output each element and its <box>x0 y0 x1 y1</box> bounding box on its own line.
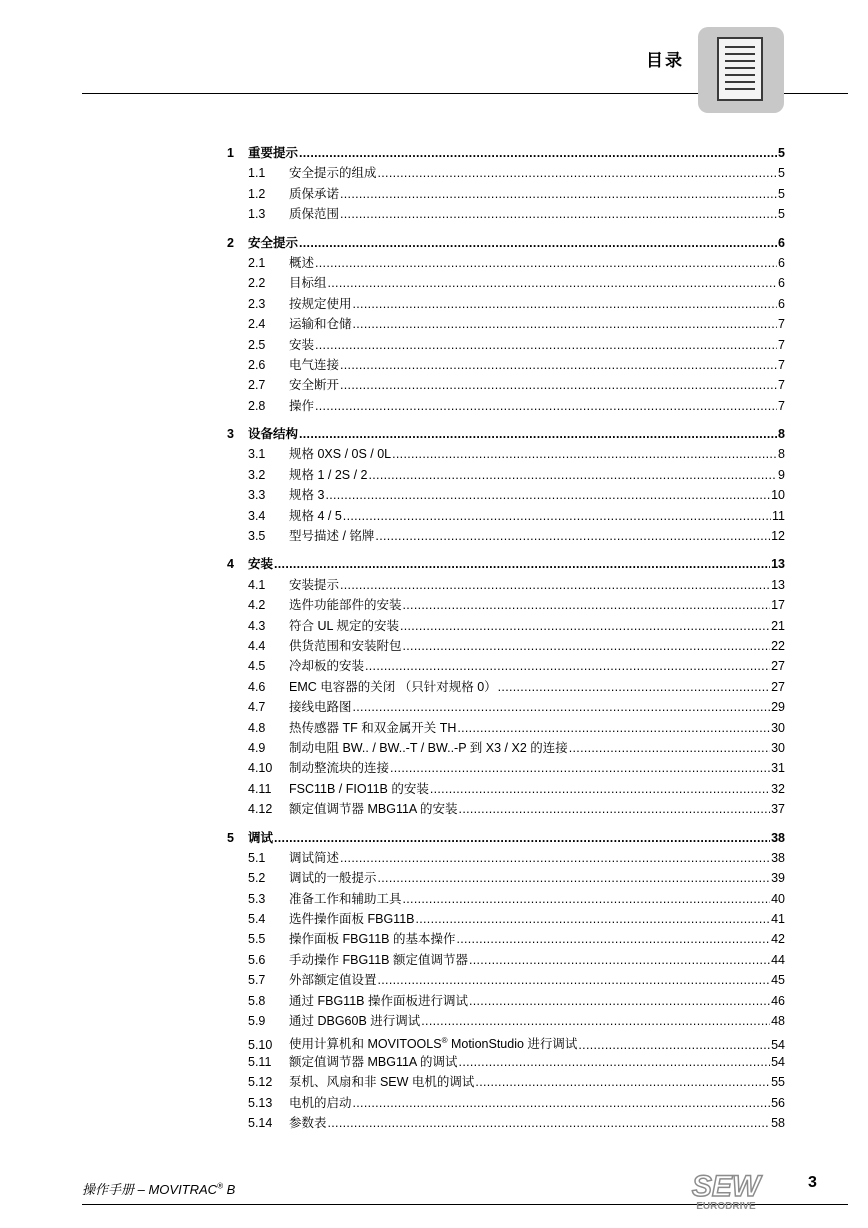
entry-number: 2.5 <box>248 337 266 352</box>
toc-sheet <box>717 37 763 101</box>
leader-dots <box>421 1011 770 1031</box>
leader-dots <box>353 697 771 717</box>
leader-dots <box>403 636 771 656</box>
entry-title: 设备结构 <box>248 427 299 442</box>
toc-entry[interactable] <box>227 595 785 615</box>
toc-entry[interactable] <box>227 1093 785 1113</box>
footer-doc-title: 操作手册 – MOVITRAC® B <box>82 1181 236 1197</box>
toc-entry[interactable] <box>227 1072 785 1092</box>
entry-page: 54 <box>771 1054 785 1069</box>
toc-entry[interactable] <box>227 799 785 819</box>
entry-number: 4.9 <box>248 740 266 755</box>
toc-entry[interactable] <box>227 273 785 293</box>
entry-title: 冷却板的安装 <box>289 659 365 674</box>
toc-entry[interactable] <box>227 253 785 273</box>
entry-page: 30 <box>771 740 785 755</box>
entry-number: 3 <box>227 427 234 442</box>
leader-dots <box>459 799 771 819</box>
entry-number: 5.12 <box>248 1075 273 1090</box>
entry-number: 2.3 <box>248 296 266 311</box>
toc-entry[interactable] <box>227 758 785 778</box>
entry-number: 2.4 <box>248 317 266 332</box>
entry-title: 安装 <box>248 557 274 572</box>
entry-title: 手动操作 FBG11B 额定值调节器 <box>289 952 468 967</box>
entry-page: 54 <box>771 1037 785 1052</box>
entry-page: 6 <box>778 235 785 250</box>
entry-title: 热传感器 TF 和双金属开关 TH <box>289 720 457 735</box>
entry-page: 39 <box>771 871 785 886</box>
entry-title: 供货范围和安装附包 <box>289 638 402 653</box>
entry-title: 质保承诺 <box>289 186 340 201</box>
entry-page: 17 <box>771 598 785 613</box>
toc-entry[interactable] <box>227 1031 785 1051</box>
leader-dots <box>340 204 777 224</box>
entry-number: 4.4 <box>248 638 266 653</box>
leader-dots <box>299 424 777 444</box>
entry-page: 13 <box>771 557 785 572</box>
toc-entry[interactable] <box>227 1011 785 1031</box>
entry-title: 泵机、风扇和非 SEW 电机的调试 <box>289 1075 475 1090</box>
entry-number: 4.8 <box>248 720 266 735</box>
entry-number: 1.2 <box>248 186 266 201</box>
entry-page: 6 <box>778 296 785 311</box>
entry-number: 5.5 <box>248 932 266 947</box>
entry-title: 型号描述 / 铭牌 <box>289 529 375 544</box>
toc-entry[interactable] <box>227 335 785 355</box>
leader-dots <box>456 929 770 949</box>
entry-title: 制动电阻 BW.. / BW..-T / BW..-P 到 X3 / X2 的连接 <box>289 740 568 755</box>
leader-dots <box>340 184 777 204</box>
entry-title: 目标组 <box>289 276 327 291</box>
leader-dots <box>498 677 770 697</box>
entry-number: 5.14 <box>248 1115 273 1130</box>
entry-page: 46 <box>771 993 785 1008</box>
entry-title: 外部额定值设置 <box>289 973 377 988</box>
entry-page: 58 <box>771 1115 785 1130</box>
entry-page: 29 <box>771 700 785 715</box>
entry-title: 重要提示 <box>248 146 299 160</box>
entry-number: 4.10 <box>248 761 273 776</box>
toc-entry[interactable] <box>227 636 785 656</box>
toc-entry[interactable] <box>227 314 785 334</box>
leader-dots <box>415 909 770 929</box>
leader-dots <box>469 950 770 970</box>
leader-dots <box>469 991 770 1011</box>
leader-dots <box>378 868 771 888</box>
toc-entry[interactable] <box>227 1052 785 1072</box>
entry-number: 3.5 <box>248 529 266 544</box>
entry-title: 电气连接 <box>289 357 340 372</box>
entry-title: EMC 电容器的关闭 （只针对规格 0） <box>289 679 497 694</box>
toc-section-heading[interactable] <box>227 143 785 163</box>
entry-number: 5.7 <box>248 973 266 988</box>
table-of-contents <box>227 143 785 1133</box>
entry-number: 4 <box>227 557 234 572</box>
toc-entry[interactable] <box>227 163 785 183</box>
leader-dots <box>274 554 770 574</box>
toc-entry[interactable] <box>227 616 785 636</box>
toc-entry[interactable] <box>227 485 785 505</box>
entry-page: 41 <box>771 912 785 927</box>
leader-dots <box>475 1072 770 1092</box>
toc-document-icon <box>698 27 784 113</box>
toc-section-heading[interactable] <box>227 424 785 444</box>
entry-title: 操作 <box>289 398 315 413</box>
entry-number: 5.8 <box>248 993 266 1008</box>
entry-page: 55 <box>771 1075 785 1090</box>
toc-entry[interactable] <box>227 444 785 464</box>
entry-page: 40 <box>771 891 785 906</box>
toc-entry[interactable] <box>227 848 785 868</box>
entry-title: 调试简述 <box>289 850 340 865</box>
entry-number: 3.1 <box>248 447 266 462</box>
entry-number: 5.10 <box>248 1037 273 1052</box>
entry-title: 接线电路图 <box>289 700 352 715</box>
leader-dots <box>569 738 770 758</box>
entry-page: 5 <box>778 146 785 160</box>
leader-dots <box>353 1093 771 1113</box>
leader-dots <box>403 889 771 909</box>
toc-section-heading[interactable] <box>227 233 785 253</box>
entry-page: 56 <box>771 1095 785 1110</box>
leader-dots <box>325 485 770 505</box>
entry-title: 安全提示的组成 <box>289 166 377 181</box>
entry-title: 运输和仓储 <box>289 317 352 332</box>
leader-dots <box>400 616 770 636</box>
page-title: 目录 <box>646 51 684 70</box>
toc-entry[interactable] <box>227 506 785 526</box>
entry-number: 5.6 <box>248 952 266 967</box>
entry-title: 调试的一般提示 <box>289 871 377 886</box>
entry-number: 2.8 <box>248 398 266 413</box>
entry-number: 5.9 <box>248 1014 266 1029</box>
toc-entry[interactable] <box>227 375 785 395</box>
leader-dots <box>403 595 771 615</box>
toc-entry[interactable] <box>227 465 785 485</box>
entry-page: 7 <box>778 357 785 372</box>
entry-number: 5.2 <box>248 871 266 886</box>
leader-dots <box>340 375 777 395</box>
entry-title: 制动整流块的连接 <box>289 761 390 776</box>
entry-number: 5.4 <box>248 912 266 927</box>
entry-page: 13 <box>771 577 785 592</box>
toc-entry[interactable] <box>227 396 785 416</box>
leader-dots <box>328 1113 771 1133</box>
entry-page: 10 <box>771 488 785 503</box>
leader-dots <box>274 828 770 848</box>
entry-page: 37 <box>771 802 785 817</box>
entry-number: 2 <box>227 235 234 250</box>
entry-page: 22 <box>771 638 785 653</box>
logo-text-bottom: EURODRIVE <box>696 1201 756 1212</box>
entry-title: 安全提示 <box>248 235 299 250</box>
entry-title: 选件操作面板 FBG11B <box>289 912 415 927</box>
leader-dots <box>365 656 770 676</box>
leader-dots <box>340 848 770 868</box>
leader-dots <box>328 273 778 293</box>
toc-entry[interactable] <box>227 868 785 888</box>
entry-page: 21 <box>771 618 785 633</box>
entry-page: 12 <box>771 529 785 544</box>
entry-page: 7 <box>778 398 785 413</box>
sew-eurodrive-logo <box>682 1168 770 1212</box>
toc-entry[interactable] <box>227 929 785 949</box>
leader-dots <box>315 396 777 416</box>
entry-page: 11 <box>772 508 785 523</box>
leader-dots <box>390 758 770 778</box>
entry-title: 准备工作和辅助工具 <box>289 891 402 906</box>
toc-entry[interactable] <box>227 294 785 314</box>
leader-dots <box>459 1052 771 1072</box>
entry-title: 按规定使用 <box>289 296 352 311</box>
leader-dots <box>315 335 777 355</box>
entry-title: 规格 3 <box>289 488 325 503</box>
entry-number: 3.2 <box>248 467 266 482</box>
entry-title: FSC11B / FIO11B 的安装 <box>289 781 429 796</box>
leader-dots <box>375 526 770 546</box>
entry-page: 5 <box>778 166 785 181</box>
toc-section-heading[interactable] <box>227 554 785 574</box>
entry-title: 电机的启动 <box>289 1095 352 1110</box>
entry-page: 48 <box>771 1014 785 1029</box>
entry-page: 8 <box>778 427 785 442</box>
entry-title: 规格 4 / 5 <box>289 508 342 523</box>
toc-entry[interactable] <box>227 355 785 375</box>
entry-number: 4.3 <box>248 618 266 633</box>
entry-page: 5 <box>778 207 785 222</box>
entry-number: 5.3 <box>248 891 266 906</box>
entry-number: 3.4 <box>248 508 266 523</box>
entry-number: 4.1 <box>248 577 266 592</box>
leader-dots <box>378 163 778 183</box>
leader-dots <box>392 444 777 464</box>
entry-title: 安全断开 <box>289 378 340 393</box>
leader-dots <box>340 355 777 375</box>
entry-page: 7 <box>778 317 785 332</box>
entry-title: 选件功能部件的安装 <box>289 598 402 613</box>
toc-entry[interactable] <box>227 738 785 758</box>
entry-number: 4.2 <box>248 598 266 613</box>
entry-number: 2.7 <box>248 378 266 393</box>
entry-number: 1 <box>227 146 234 160</box>
entry-page: 44 <box>771 952 785 967</box>
entry-page: 38 <box>771 850 785 865</box>
toc-entry[interactable] <box>227 909 785 929</box>
logo-text-top: SEW <box>691 1170 761 1203</box>
leader-dots <box>315 253 777 273</box>
entry-title: 规格 1 / 2S / 2 <box>289 467 368 482</box>
entry-page: 9 <box>778 467 785 482</box>
entry-page: 6 <box>778 276 785 291</box>
entry-page: 32 <box>771 781 785 796</box>
entry-title: 额定值调节器 MBG11A 的调试 <box>289 1054 458 1069</box>
entry-number: 4.6 <box>248 679 266 694</box>
entry-title: 安装 <box>289 337 315 352</box>
entry-title: 额定值调节器 MBG11A 的安装 <box>289 802 458 817</box>
toc-entry[interactable] <box>227 1113 785 1133</box>
entry-title: 操作面板 FBG11B 的基本操作 <box>289 932 456 947</box>
leader-dots <box>430 779 770 799</box>
toc-entry[interactable] <box>227 204 785 224</box>
entry-number: 5.13 <box>248 1095 273 1110</box>
entry-page: 27 <box>771 659 785 674</box>
entry-title: 质保范围 <box>289 207 340 222</box>
entry-number: 2.6 <box>248 357 266 372</box>
toc-section-heading[interactable] <box>227 828 785 848</box>
entry-title: 通过 DBG60B 进行调试 <box>289 1014 421 1029</box>
leader-dots <box>353 294 778 314</box>
entry-title: 使用计算机和 MOVITOOLS® MotionStudio 进行调试 <box>289 1036 578 1052</box>
entry-page: 7 <box>778 378 785 393</box>
entry-number: 4.5 <box>248 659 266 674</box>
entry-page: 27 <box>771 679 785 694</box>
toc-entry[interactable] <box>227 575 785 595</box>
entry-number: 1.1 <box>248 166 266 181</box>
toc-entry[interactable] <box>227 889 785 909</box>
leader-dots <box>340 575 770 595</box>
toc-entry[interactable] <box>227 656 785 676</box>
entry-number: 4.11 <box>248 781 272 796</box>
leader-dots <box>353 314 778 334</box>
entry-title: 规格 0XS / 0S / 0L <box>289 447 392 462</box>
entry-number: 5.11 <box>248 1054 272 1069</box>
entry-page: 8 <box>778 447 785 462</box>
leader-dots <box>299 143 777 163</box>
entry-number: 4.7 <box>248 700 266 715</box>
page-number: 3 <box>808 1174 817 1191</box>
entry-page: 31 <box>771 761 785 776</box>
entry-title: 安装提示 <box>289 577 340 592</box>
toc-entry[interactable] <box>227 970 785 990</box>
leader-dots <box>369 465 778 485</box>
toc-entry[interactable] <box>227 677 785 697</box>
entry-number: 5 <box>227 830 234 845</box>
leader-dots <box>299 233 777 253</box>
entry-page: 7 <box>778 337 785 352</box>
entry-number: 1.3 <box>248 207 266 222</box>
entry-page: 6 <box>778 255 785 270</box>
entry-number: 4.12 <box>248 802 273 817</box>
toc-entry[interactable] <box>227 697 785 717</box>
entry-number: 3.3 <box>248 488 266 503</box>
toc-entry[interactable] <box>227 526 785 546</box>
entry-page: 5 <box>778 186 785 201</box>
entry-title: 参数表 <box>289 1115 327 1130</box>
entry-title: 概述 <box>289 255 315 270</box>
toc-entry[interactable] <box>227 950 785 970</box>
entry-page: 30 <box>771 720 785 735</box>
entry-number: 2.1 <box>248 255 266 270</box>
leader-dots <box>343 506 771 526</box>
entry-title: 通过 FBG11B 操作面板进行调试 <box>289 993 468 1008</box>
leader-dots <box>378 970 771 990</box>
entry-number: 5.1 <box>248 850 266 865</box>
toc-entry[interactable] <box>227 184 785 204</box>
toc-entry[interactable] <box>227 718 785 738</box>
entry-page: 42 <box>771 932 785 947</box>
entry-title: 符合 UL 规定的安装 <box>289 618 399 633</box>
entry-title: 调试 <box>248 830 274 845</box>
toc-entry[interactable] <box>227 991 785 1011</box>
entry-page: 38 <box>771 830 785 845</box>
leader-dots <box>457 718 770 738</box>
entry-number: 2.2 <box>248 276 266 291</box>
entry-page: 45 <box>771 973 785 988</box>
toc-entry[interactable] <box>227 779 785 799</box>
